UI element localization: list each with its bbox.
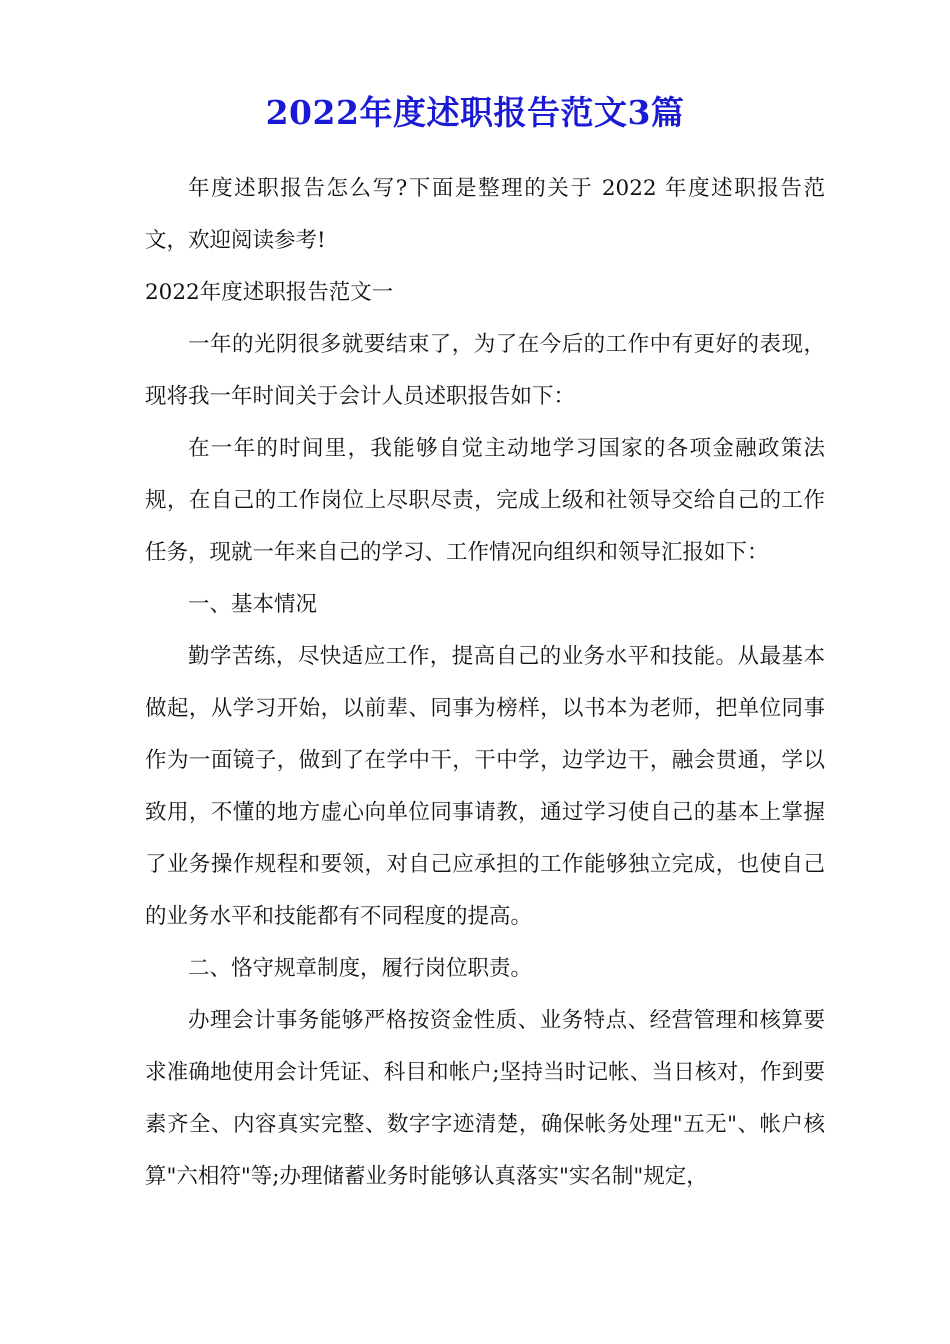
paragraph-intro: 年度述职报告怎么写?下面是整理的关于 2022 年度述职报告范文，欢迎阅读参考! [145, 176, 825, 253]
paragraph: 办理会计事务能够严格按资金性质、业务特点、经营管理和核算要求准确地使用会计凭证、科目和帐户;坚持当时记帐、当日核对，作到要素齐全、内容真实完整、数字字迹清楚，确保帐务处理"五无"、帐户核算"六相符"等;办理储蓄业务时能够认真落实"实名制"规定， [145, 1008, 825, 1189]
subsection-heading: 一、基本情况 [188, 592, 318, 617]
paragraph: 勤学苦练，尽快适应工作，提高自己的业务水平和技能。从最基本做起，从学习开始，以前辈、同事为榜样，以书本为老师，把单位同事作为一面镜子，做到了在学中干，干中学，边学边干，融会贯通，学以致用，不懂的地方虚心向单位同事请教，通过学习使自己的基本上掌握了业务操作规程和要领，对自己应承担的工作能够独立完成，也使自己的业务水平和技能都有不同程度的提高。 [145, 644, 825, 929]
paragraph: 一年的光阴很多就要结束了，为了在今后的工作中有更好的表现，现将我一年时间关于会计人员述职报告如下： [145, 332, 825, 409]
document-title: 2022年度述职报告范文3篇 [265, 93, 685, 132]
section-heading: 2022年度述职报告范文一 [145, 280, 394, 305]
subsection-heading: 二、恪守规章制度，履行岗位职责。 [188, 956, 533, 981]
document-body [145, 163, 825, 1203]
paragraph: 在一年的时间里，我能够自觉主动地学习国家的各项金融政策法规，在自己的工作岗位上尽职尽责，完成上级和社领导交给自己的工作任务，现就一年来自己的学习、工作情况向组织和领导汇报如下： [145, 436, 825, 565]
